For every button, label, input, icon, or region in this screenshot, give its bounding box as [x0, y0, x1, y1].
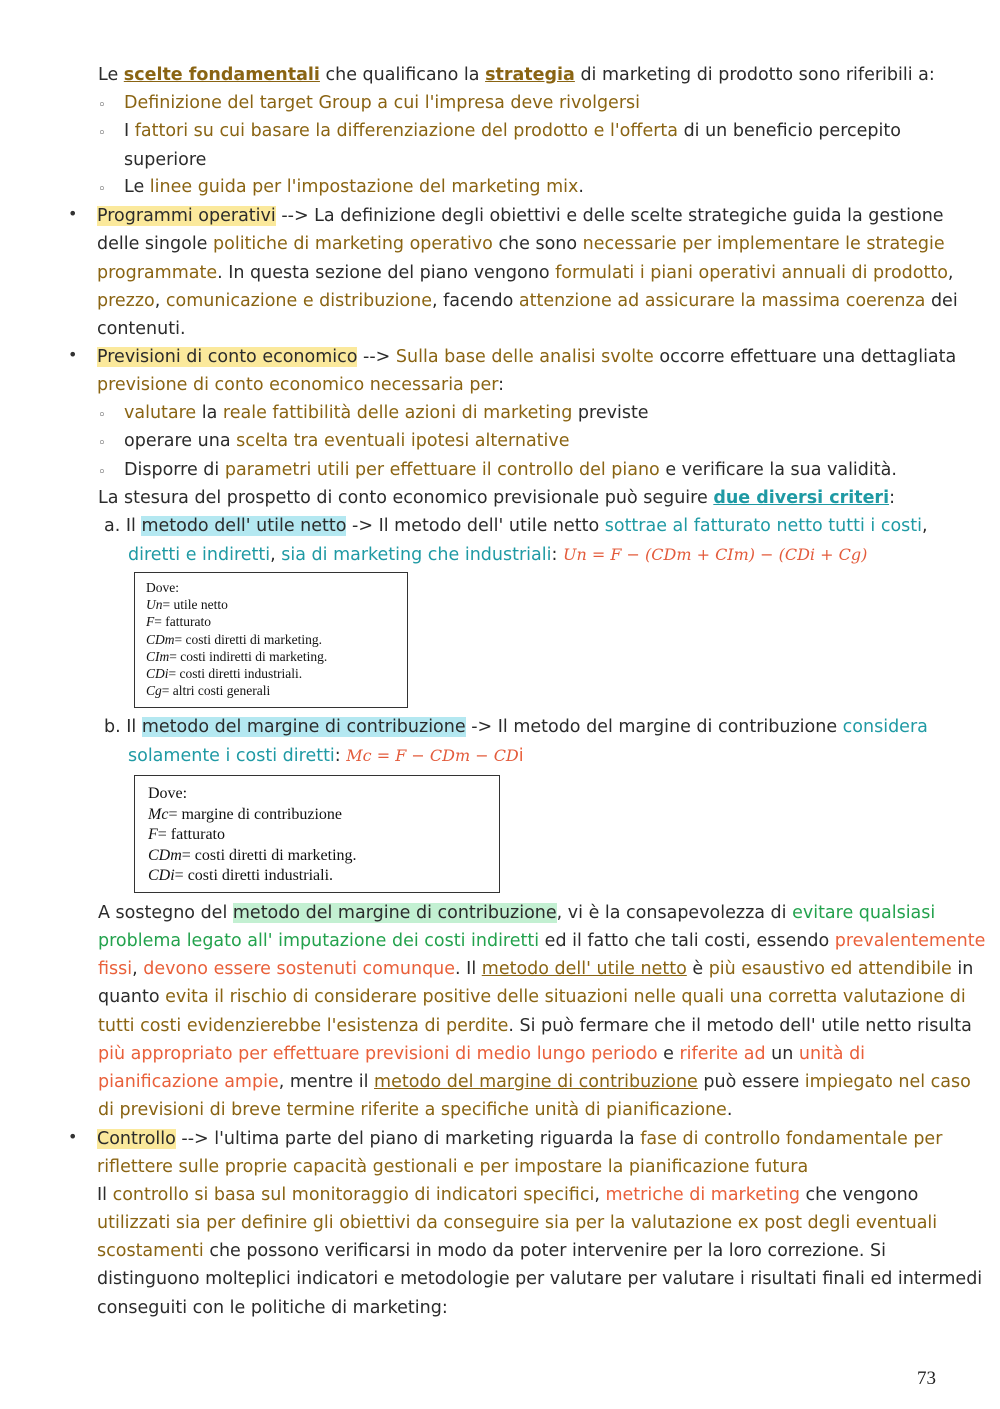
- legend-symbol: F: [148, 826, 158, 843]
- highlight-utile-netto: metodo dell' utile netto: [141, 516, 347, 536]
- paragraph-line: [98, 901, 935, 925]
- text: ,: [270, 545, 282, 565]
- highlight-controllo: Controllo: [97, 1129, 176, 1149]
- paragraph-line: [98, 1014, 972, 1038]
- paragraph-line: [98, 486, 895, 510]
- text: che qualificano la: [319, 65, 486, 85]
- text: in: [951, 959, 974, 979]
- paragraph-line: [97, 1183, 918, 1207]
- text: quanto: [98, 987, 166, 1007]
- sub-bullet: ◦: [98, 126, 106, 141]
- legend-text: = costi diretti di marketing.: [181, 846, 357, 864]
- legend-title: Dove:: [148, 785, 188, 802]
- legend-row: [146, 631, 407, 648]
- text: ,: [154, 291, 166, 311]
- text: . Si può fermare che il metodo dell' utile netto risulta: [508, 1016, 972, 1036]
- text: scelta tra eventuali ipotesi alternative: [236, 431, 570, 451]
- list-item-a-cont: [128, 543, 867, 567]
- legend-row: [146, 613, 407, 630]
- text: , facendo: [432, 291, 519, 311]
- text: Definizione del target Group a cui l'impresa deve rivolgersi: [124, 93, 640, 113]
- text: problema legato all' imputazione dei costi indiretti: [98, 931, 540, 951]
- text: dei: [925, 291, 958, 311]
- text: e: [657, 1044, 680, 1064]
- text: :: [498, 375, 505, 395]
- list-item-a: a. Il metodo dell' utile netto -> Il metodo dell' utile netto sottrae al fatturato netto tutti i costi,: [104, 516, 928, 536]
- paragraph-line: programmate. In questa sezione del piano vengono formulati i piani operativi annuali di prodotto,: [97, 263, 954, 283]
- list-item-b: [104, 715, 928, 739]
- text: :: [889, 488, 895, 508]
- list-item: [124, 91, 640, 115]
- paragraph-line: [97, 1267, 982, 1291]
- legend-symbol: Un: [146, 597, 163, 613]
- text: distinguono molteplici indicatori e metodologie per valutare per valutare i risultati finali ed intermedi: [97, 1269, 983, 1289]
- highlight-previsioni: Previsioni di conto economico: [97, 347, 358, 367]
- sub-bullet: ◦: [98, 436, 106, 451]
- legend-symbol: CDm: [146, 631, 175, 647]
- sub-bullet: ◦: [98, 465, 106, 480]
- paragraph-line: [97, 317, 186, 341]
- list-item: [124, 175, 584, 199]
- text: --> l'ultima parte del piano di marketing riguarda la: [175, 1129, 641, 1149]
- paragraph-line: [97, 1155, 808, 1179]
- text: riflettere sulle proprie capacità gestionali e per impostare la pianificazione futura: [97, 1157, 809, 1177]
- list-item-cont: [124, 148, 206, 172]
- text: delle singole: [97, 234, 214, 254]
- text: --> La definizione degli obiettivi e delle scelte strategiche guida la gestione: [275, 206, 944, 226]
- text: di un beneficio percepito: [678, 121, 901, 141]
- text: i: [518, 746, 524, 766]
- text: più appropriato per effettuare previsioni di medio lungo periodo: [98, 1044, 658, 1064]
- paragraph-line: [97, 1296, 448, 1320]
- link-strategia: strategia: [485, 65, 575, 85]
- text: parametri utili per effettuare il controllo del piano: [224, 460, 660, 480]
- link-utile-netto: metodo dell' utile netto: [481, 959, 687, 979]
- text: ,: [132, 959, 144, 979]
- text: Le: [124, 177, 150, 197]
- highlight-programmi-operativi: Programmi operativi: [97, 206, 276, 226]
- text: , vi è la consapevolezza di: [556, 903, 793, 923]
- paragraph-line: [98, 929, 985, 953]
- legend-text: = fatturato: [157, 826, 225, 843]
- paragraph-line: [98, 985, 966, 1009]
- legend-text: = fatturato: [154, 614, 211, 630]
- text: .: [578, 177, 584, 197]
- text: A sostegno del: [98, 903, 233, 923]
- text: di previsioni di breve termine riferite a specifiche unità di pianificazione: [98, 1100, 727, 1120]
- text: sottrae al fatturato netto tutti i costi: [604, 516, 922, 536]
- text: devono essere sostenuti comunque: [143, 959, 456, 979]
- bullet: •: [68, 1127, 78, 1146]
- text: attenzione ad assicurare la massima coerenza: [518, 291, 926, 311]
- legend-text: = costi diretti industriali.: [168, 666, 303, 682]
- paragraph-line: [98, 1098, 732, 1122]
- text: prevalentemente: [834, 931, 986, 951]
- list-item: [124, 458, 897, 482]
- text: e verificare la sua validità.: [659, 460, 897, 480]
- legend-text: = utile netto: [162, 597, 228, 613]
- legend-row: [146, 682, 407, 699]
- text: più esaustivo ed attendibile: [708, 959, 952, 979]
- legend-text: = costi diretti industriali.: [174, 867, 334, 884]
- legend-box-margine: [134, 775, 500, 893]
- paragraph-line: [98, 957, 973, 981]
- text: riferite ad: [679, 1044, 766, 1064]
- text: , mentre il: [278, 1072, 375, 1092]
- text: solamente i costi diretti: [128, 746, 335, 766]
- text: Il: [97, 1185, 113, 1205]
- text: pianificazione ampie: [98, 1072, 279, 1092]
- paragraph-line: [98, 1042, 865, 1066]
- text: conseguiti con le politiche di marketing:: [97, 1298, 448, 1318]
- formula-margine: Mc = F − CDm − CD: [346, 746, 519, 765]
- page-number: 73: [917, 1368, 936, 1389]
- bullet: •: [68, 204, 78, 223]
- link-due-diversi-criteri: due diversi criteri: [713, 488, 890, 508]
- text: occorre effettuare una dettagliata: [653, 347, 957, 367]
- text: che sono: [492, 234, 583, 254]
- list-item: [124, 401, 649, 425]
- text: previsione di conto economico necessaria per: [97, 375, 499, 395]
- formula-utile-netto: Un = F − (CDm + CIm) − (CDi + Cg): [562, 545, 868, 564]
- text: politiche di marketing operativo: [213, 234, 493, 254]
- highlight-margine-green: metodo del margine di contribuzione: [232, 903, 557, 923]
- text: superiore: [124, 150, 207, 170]
- text: operare una: [124, 431, 237, 451]
- paragraph-line: [97, 1211, 937, 1235]
- text: necessarie per implementare le strategie: [582, 234, 945, 254]
- text: -> Il metodo del margine di contribuzione: [465, 717, 843, 737]
- paragraph-line: [97, 373, 504, 397]
- text: a. Il: [104, 516, 142, 536]
- text: può essere: [697, 1072, 805, 1092]
- text: :: [551, 545, 563, 565]
- legend-box-utile-netto: [134, 572, 408, 708]
- legend-symbol: F: [146, 614, 155, 630]
- legend-symbol: Mc: [148, 805, 169, 823]
- text: -> Il metodo dell' utile netto: [346, 516, 605, 536]
- legend-text: = costi diretti di marketing.: [174, 631, 322, 647]
- paragraph-line: [97, 1127, 942, 1151]
- list-item: [124, 429, 570, 453]
- text: che vengono: [799, 1185, 919, 1205]
- text: .: [726, 1100, 733, 1120]
- legend-symbol: CDi: [146, 666, 169, 682]
- text: contenuti.: [97, 319, 186, 339]
- text: evitare qualsiasi: [792, 903, 936, 923]
- text: evita il rischio di considerare positive delle situazioni nelle quali una corretta valutazione di: [165, 987, 966, 1007]
- text: controllo si basa sul monitoraggio di indicatori specifici: [112, 1185, 595, 1205]
- text: la: [196, 403, 223, 423]
- text: di marketing di prodotto sono riferibili a:: [574, 65, 935, 85]
- legend-row: [148, 805, 499, 826]
- text: comunicazione e distribuzione: [165, 291, 432, 311]
- text: previste: [572, 403, 649, 423]
- paragraph-line: [97, 289, 958, 313]
- text: . In questa sezione del piano vengono: [217, 263, 556, 283]
- text: . Il: [455, 959, 482, 979]
- legend-row: [146, 648, 407, 665]
- legend-text: = altri costi generali: [161, 683, 271, 699]
- text: diretti e indiretti: [128, 545, 271, 565]
- highlight-margine-contribuzione: metodo del margine di contribuzione: [141, 717, 466, 737]
- text: :: [334, 746, 347, 766]
- text: programmate: [97, 263, 218, 283]
- text: considera: [842, 717, 928, 737]
- text: La stesura del prospetto di conto economico previsionale può seguire: [98, 488, 714, 508]
- bullet: •: [68, 345, 78, 364]
- list-item: [124, 119, 901, 143]
- text: fissi: [98, 959, 133, 979]
- paragraph-line: [97, 345, 956, 369]
- text: fase di controllo fondamentale per: [640, 1129, 943, 1149]
- legend-symbol: CDi: [148, 867, 175, 884]
- text: I: [124, 121, 135, 141]
- text: linee guida per l'impostazione del marketing mix: [149, 177, 579, 197]
- text: sia di marketing che industriali: [281, 545, 552, 565]
- legend-symbol: Cg: [146, 683, 162, 699]
- sub-bullet: ◦: [98, 98, 106, 113]
- text: impiegato nel caso: [804, 1072, 971, 1092]
- text: Disporre di: [124, 460, 225, 480]
- legend-row: [146, 596, 407, 613]
- text: utilizzati sia per definire gli obiettivi da conseguire sia per la valutazione ex post degli eventuali: [97, 1213, 938, 1233]
- legend-row: [148, 866, 499, 887]
- text: ,: [594, 1185, 606, 1205]
- paragraph-line: [97, 232, 945, 256]
- text: metriche di marketing: [605, 1185, 800, 1205]
- text: scostamenti: [97, 1241, 204, 1261]
- text: tutti costi evidenzierebbe l'esistenza di perdite: [98, 1016, 509, 1036]
- text: Sulla base delle analisi svolte: [395, 347, 654, 367]
- text: prezzo: [97, 291, 155, 311]
- text: ed il fatto che tali costi, essendo: [539, 931, 835, 951]
- text: fattori su cui basare la differenziazione del prodotto e l'offerta: [134, 121, 678, 141]
- link-scelte-fondamentali: scelte fondamentali: [123, 65, 320, 85]
- text: unità di: [798, 1044, 866, 1064]
- legend-symbol: CDm: [148, 846, 182, 864]
- legend-row: [148, 846, 499, 867]
- paragraph-line: [97, 1239, 886, 1263]
- paragraph-line: [97, 204, 944, 228]
- text: è: [686, 959, 709, 979]
- legend-text: = costi indiretti di marketing.: [169, 648, 328, 664]
- sub-bullet: ◦: [98, 408, 106, 423]
- list-item-b-cont: [128, 744, 524, 768]
- text: un: [765, 1044, 799, 1064]
- text: valutare: [124, 403, 197, 423]
- text: b. Il: [104, 717, 142, 737]
- text: che possono verificarsi in modo da poter intervenire per la loro correzione. Si: [203, 1241, 886, 1261]
- legend-row: [148, 825, 499, 846]
- text: reale fattibilità delle azioni di marketing: [222, 403, 573, 423]
- text: formulati i piani operativi annuali di prodotto: [555, 263, 948, 283]
- text: Le: [98, 65, 124, 85]
- text: -->: [357, 347, 396, 367]
- legend-symbol: CIm: [146, 648, 170, 664]
- intro-line: [98, 63, 935, 87]
- sub-bullet: ◦: [98, 182, 106, 197]
- legend-title: Dove:: [146, 580, 179, 595]
- legend-text: = margine di contribuzione: [168, 805, 343, 823]
- legend-row: [146, 665, 407, 682]
- link-margine-contribuzione: metodo del margine di contribuzione: [374, 1072, 698, 1092]
- paragraph-line: [98, 1070, 971, 1094]
